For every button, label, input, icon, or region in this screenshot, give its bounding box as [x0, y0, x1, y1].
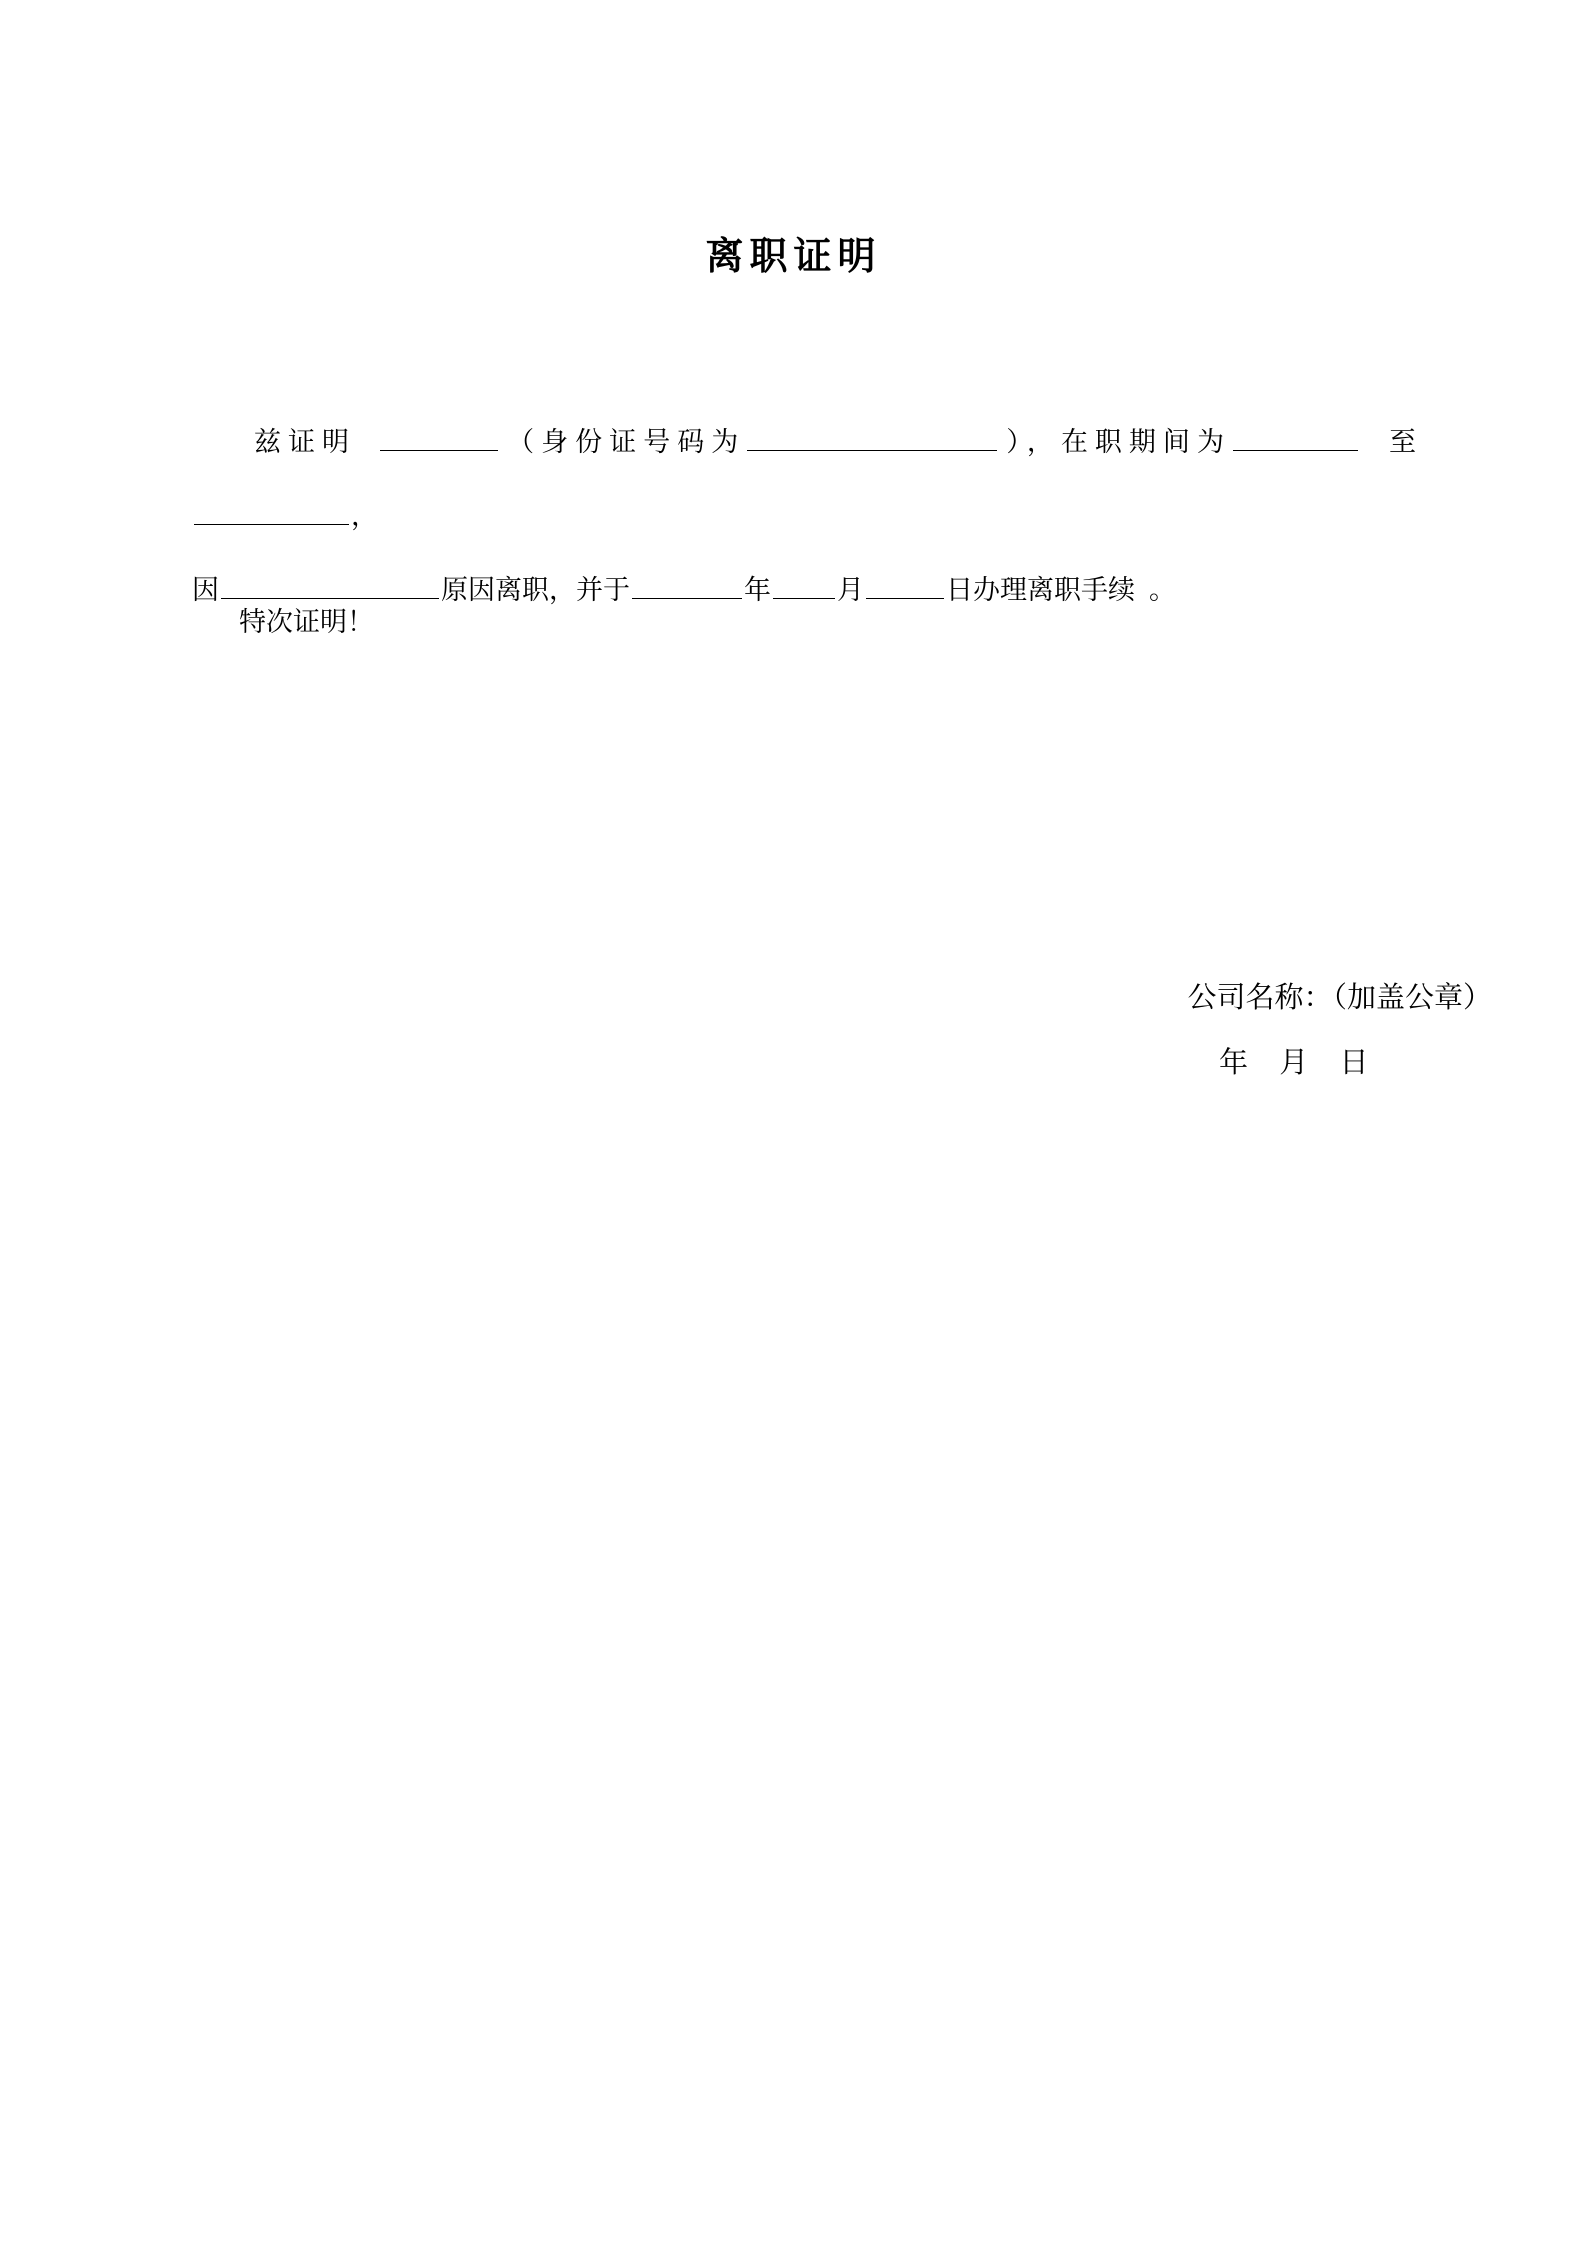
employment-end-blank[interactable] [194, 498, 349, 525]
resign-month-blank[interactable] [773, 572, 835, 599]
document-body [192, 405, 1437, 627]
notice-text: 特次证明！ [239, 607, 374, 637]
resign-reason-blank[interactable] [221, 572, 439, 599]
paragraph1-end-text: ， [351, 501, 378, 531]
paragraph-reason [192, 553, 1437, 627]
employment-period-text: ），在职期间为 [999, 427, 1231, 457]
id-number-blank[interactable] [747, 424, 997, 451]
month-label-text: 月 [837, 575, 864, 605]
signature-block [1187, 975, 1492, 1081]
id-prefix-text: （身份证号码为 [500, 427, 746, 457]
period-separator-text: 至 [1381, 427, 1424, 457]
paragraph2-end-text: 。 [1149, 575, 1176, 605]
resign-day-blank[interactable] [866, 572, 944, 599]
employment-start-blank[interactable] [1233, 424, 1358, 451]
certify-prefix-text: 兹证明 [254, 427, 357, 457]
day-label-text: 日办理离职手续 [946, 575, 1135, 605]
employee-name-blank[interactable] [380, 424, 498, 451]
year-label-text: 年 [744, 575, 771, 605]
paragraph-certify [192, 405, 1437, 553]
company-name-label: 公司名称：（加盖公章） [1187, 982, 1492, 1014]
resign-year-blank[interactable] [632, 572, 742, 599]
page-title: 离职证明 [705, 233, 882, 278]
reason-middle-text: 原因离职，并于 [441, 575, 630, 605]
reason-prefix-text: 因 [192, 575, 219, 605]
signature-date-line: 年 月 日 [1218, 1047, 1381, 1079]
